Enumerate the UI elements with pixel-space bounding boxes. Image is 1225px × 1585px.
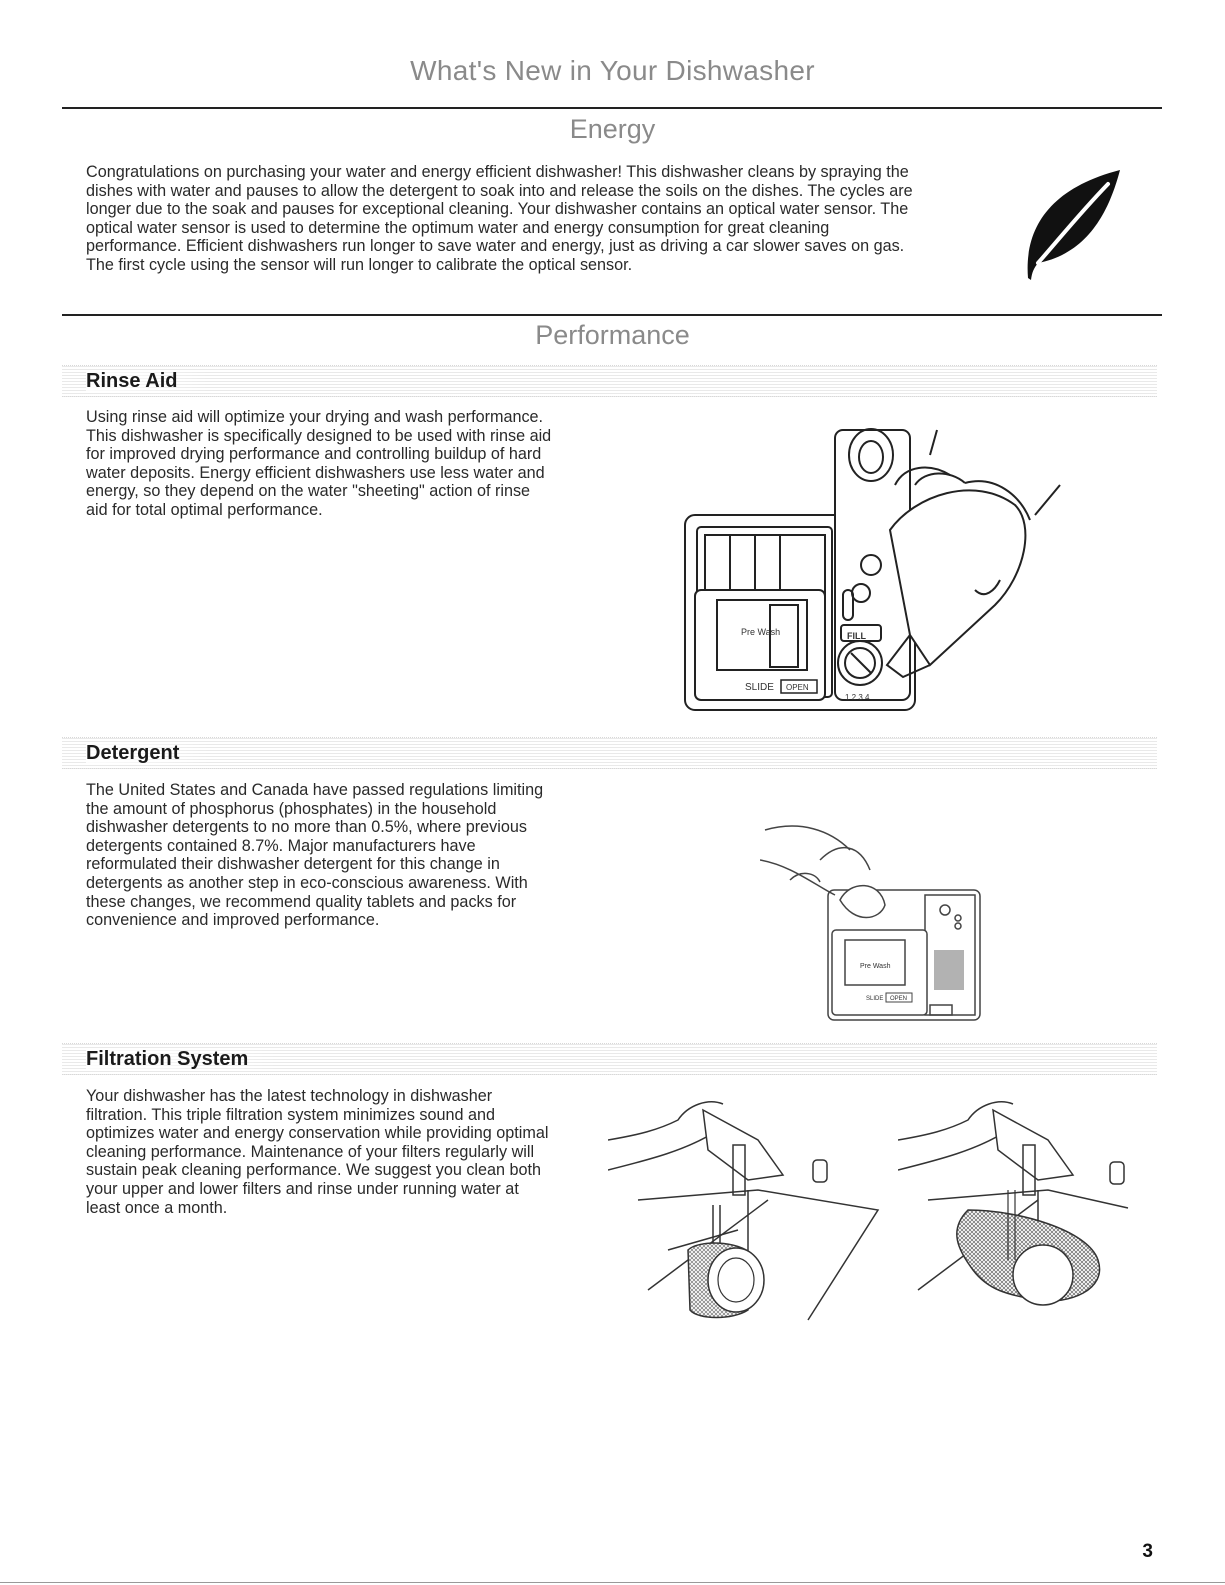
rinse-aid-band [62,365,1157,397]
fill-label: FILL [847,631,866,641]
rinse-aid-heading: Rinse Aid [86,370,208,393]
text-line: This dishwasher is specifically designed to be used with rinse aid [86,426,552,445]
page-title: What's New in Your Dishwasher [410,55,815,86]
detergent-dispenser-illustration [760,800,990,1030]
text-line: aid for total optimal performance. [86,500,323,519]
text-line: optical water sensor is used to determine the optimum water and energy consumption for great cleaning [86,218,830,237]
text-line: Using rinse aid will optimize your drying and wash performance. [86,408,544,426]
detergent-band [62,737,1157,769]
text-line: Congratulations on purchasing your water and energy efficient dishwasher! This dishwasher cleans by spraying the [86,163,909,181]
text-line: for improved drying performance and controlling buildup of hard [86,445,542,464]
text-line: The first cycle using the sensor will run longer to calibrate the optical sensor. [86,255,633,274]
performance-heading: Performance [535,320,690,350]
text-line: longer due to the soak and pauses for exceptional cleaning. Your dishwasher contains an optical water sensor. The [86,200,909,219]
text-line: cleaning performance. Maintenance of your filters regularly will [86,1142,535,1161]
title-rule [62,107,1162,109]
text-line: your upper and lower filters and rinse under running water at [86,1179,519,1198]
text-line: detergents as another step in eco-conscious awareness. With [86,873,528,892]
text-line: these changes, we recommend quality tablets and packs for [86,892,517,911]
dial-marks: 1 2 3 4 [845,693,870,702]
text-line: dishes with water and pauses to allow the detergent to soak into and release the soils on the dishes. The cycles are [86,181,913,200]
performance-rule [62,314,1162,316]
energy-paragraph [86,163,913,275]
rinse-aid-paragraph [86,408,551,520]
text-line: dishwasher detergents to no more than 0.5%, where previous [86,818,527,837]
open-label: OPEN [786,683,809,692]
pre-wash-label: Pre Wash [741,627,781,637]
text-line: water deposits. Energy efficient dishwashers use less water and [86,463,545,482]
page-number: 3 [1142,1541,1153,1562]
text-line: sustain peak cleaning performance. We suggest you clean both [86,1161,542,1180]
open-label: OPEN [890,996,908,1002]
detergent-paragraph [86,781,543,930]
filtration-paragraph [86,1087,548,1217]
pre-wash-label: Pre Wash [860,963,891,970]
detergent-heading: Detergent [86,742,209,765]
energy-heading: Energy [569,114,656,144]
text-line: detergents contained 8.7%. Major manufacturers have [86,836,476,855]
slide-label: SLIDE [866,996,884,1002]
rinse-aid-dispenser-illustration [675,415,1070,720]
text-line: energy, so they depend on the water "sheeting" action of rinse [86,482,531,501]
text-line: The United States and Canada have passed regulations limiting [86,781,544,799]
leaf-icon [1010,168,1130,288]
text-line: Your dishwasher has the latest technology in dishwasher [86,1087,493,1105]
lower-filter-rinse-illustration [898,1090,1133,1325]
text-line: reformulated their dishwasher detergent for this change in [86,855,500,874]
text-line: the amount of phosphorus (phosphates) in the household [86,799,497,818]
text-line: convenience and improved performance. [86,911,380,930]
text-line: optimizes water and energy conservation while providing optimal [86,1124,549,1143]
filtration-heading: Filtration System [86,1048,278,1071]
text-line: least once a month. [86,1198,228,1217]
bottom-rule [0,1582,1225,1583]
slide-label: SLIDE [745,682,774,693]
upper-filter-rinse-illustration [608,1090,898,1325]
text-line: performance. Efficient dishwashers run longer to save water and energy, just as driving a car slower saves on gas. [86,237,905,256]
text-line: filtration. This triple filtration system minimizes sound and [86,1105,496,1124]
